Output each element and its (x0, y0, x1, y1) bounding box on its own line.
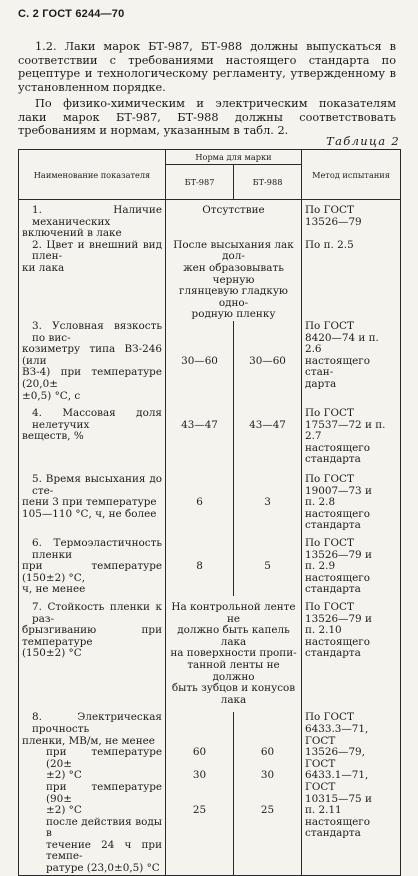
cell-line: включений в лаке (22, 227, 122, 240)
cell-line (169, 736, 230, 748)
cell-line: при температуре (20± (46, 746, 162, 770)
cell-line: козиметру типа ВЗ-246 (или (22, 343, 162, 367)
cell-line: По ГОСТ (305, 537, 354, 550)
cell-line: 3 (264, 496, 271, 509)
cell-line (169, 794, 230, 806)
cell-line: 25 (192, 804, 207, 817)
cell-indicator-name (19, 538, 166, 596)
cell-line: 7. Стойкость пленки к раз- (32, 601, 162, 625)
cell-line: п. 2.10 настоящего (305, 624, 371, 648)
cell-line: дарта (305, 377, 337, 390)
cell-line: ±2) °С (46, 769, 82, 782)
cell-line: 4. Массовая доля нелетучих (32, 407, 162, 431)
cell-norm-bt988 (234, 321, 302, 402)
cell-line: По ГОСТ (305, 473, 354, 486)
cell-line: 17537—72 и п. 2.7 (305, 418, 386, 443)
cell-line: 5 (264, 560, 271, 573)
table-row (19, 408, 401, 466)
cell-line: настоящего (305, 441, 371, 454)
cell-line (237, 344, 298, 356)
cell-indicator-name (19, 408, 166, 466)
cell-line: 30 (260, 769, 275, 782)
cell-line: стандарта (305, 647, 361, 660)
cell-norm-bt987 (166, 712, 234, 875)
cell-line (169, 782, 230, 794)
cell-line: ч, не менее (22, 583, 86, 596)
cell-line: лака (220, 693, 247, 706)
cell-line (169, 759, 230, 771)
cell-line: ВЗ-4) при температуре (20,0± (22, 366, 162, 390)
cell-line: ±2) °С (46, 804, 82, 817)
cell-line: ГОСТ (305, 757, 336, 770)
cell-line: течение 24 ч при темпе- (46, 838, 162, 863)
table-row (19, 712, 401, 875)
cell-line: По п. 2.5 (305, 238, 354, 251)
cell-line: глянцевую гладкую одно- (179, 285, 288, 309)
header-method: Метод испытания (302, 150, 401, 200)
cell-line: 60 (192, 746, 207, 759)
cell-line: ГОСТ (305, 734, 336, 747)
cell-line: 30 (192, 769, 207, 782)
cell-line: По ГОСТ (305, 204, 354, 216)
header-bt987: БТ-987 (166, 165, 234, 200)
table-caption: Таблица 2 (326, 134, 400, 148)
cell-line: быть зубцов и конусов (171, 682, 296, 695)
cell-test-method (302, 474, 401, 532)
cell-line: 6433.1—71, (305, 769, 369, 782)
cell-line: стандарта (305, 453, 361, 466)
cell-indicator-name (19, 602, 166, 706)
cell-line: По ГОСТ (305, 711, 354, 724)
cell-line: 60 (260, 746, 275, 759)
cell-line (169, 321, 230, 333)
cell-line: 43—47 (249, 418, 286, 431)
cell-line: п. 2.9 настоящего (305, 560, 371, 584)
cell-test-method (302, 712, 401, 875)
cell-test-method (302, 200, 401, 240)
cell-line: По ГОСТ (305, 407, 354, 420)
cell-line (169, 474, 230, 486)
cell-line: стандарта (305, 827, 361, 840)
cell-line: родную пленку (191, 308, 276, 321)
table-header-row (19, 150, 401, 165)
cell-norm-bt988 (234, 474, 302, 532)
cell-line: веществ, % (22, 430, 84, 443)
cell-indicator-name (19, 321, 166, 402)
cell-line: 3. Условная вязкость по вис- (32, 319, 162, 344)
cell-line: брызгиванию при температуре (22, 624, 162, 648)
cell-line: должно быть капель лака (177, 624, 290, 648)
cell-line: 5. Время высыхания до сте- (32, 473, 162, 497)
cell-line: 13526—79, (305, 746, 365, 759)
cell-line: жен образовывать черную (183, 261, 284, 286)
cell-line: ГОСТ (305, 780, 336, 793)
cell-line: при температуре (90± (46, 780, 162, 805)
cell-line: на поверхности пропи- (170, 647, 297, 660)
cell-line: На контрольной ленте не (171, 601, 296, 625)
cell-line (169, 724, 230, 736)
cell-line: 105—110 °С, ч, не более (22, 507, 157, 520)
cell-line: 19007—73 и (305, 484, 372, 497)
cell-line: По ГОСТ (305, 601, 354, 613)
cell-line (237, 321, 298, 333)
cell-norm-bt987 (166, 474, 234, 532)
cell-line: 13526—79 и (305, 548, 372, 561)
cell-line: 1. Наличие механических (32, 204, 162, 228)
cell-line: 30—60 (249, 354, 286, 367)
cell-line: 2. Цвет и внешний вид плен- (32, 238, 162, 263)
cell-line: танной ленты не должно (187, 658, 280, 683)
cell-norm-bt988 (234, 538, 302, 596)
cell-line: пленки, МВ/м, не менее (22, 734, 155, 747)
cell-line: ±0,5) °С, с (22, 389, 81, 402)
table-row (19, 200, 401, 240)
cell-line: п. 2.8 настоящего (305, 496, 371, 520)
cell-line: ки лака (22, 261, 65, 274)
table-row (19, 474, 401, 532)
cell-indicator-name (19, 240, 166, 321)
cell-test-method (302, 538, 401, 596)
cell-test-method (302, 602, 401, 706)
table-row (19, 240, 401, 321)
cell-norm-bt988 (234, 712, 302, 875)
cell-line: 8420—74 и п. 2.6 (305, 331, 379, 356)
cell-norm-both (166, 200, 302, 240)
cell-indicator-name (19, 712, 166, 875)
cell-line: 43—47 (181, 418, 218, 431)
cell-line: Отсутствие (202, 204, 265, 216)
table-row (19, 602, 401, 706)
paragraph-requirements: По физико-химическим и электрическим показателям лаки марок БТ-987, БТ-988 должны соответствовать требованиям и нормам, указанным в табл. 2. (18, 97, 396, 138)
cell-line (237, 474, 298, 486)
header-name: Наименование показателя (19, 150, 166, 200)
cell-norm-bt987 (166, 408, 234, 466)
cell-line (169, 344, 230, 356)
cell-line: стандарта (305, 519, 361, 532)
table-row (19, 321, 401, 402)
cell-norm-both (166, 602, 302, 706)
cell-line (169, 408, 230, 420)
cell-test-method (302, 321, 401, 402)
cell-indicator-name (19, 200, 166, 240)
cell-line: 30—60 (181, 354, 218, 367)
cell-line (169, 712, 230, 724)
cell-line: По ГОСТ (305, 319, 354, 332)
cell-line: После высыхания лак дол- (173, 238, 294, 263)
cell-line (237, 782, 298, 794)
specifications-table (18, 149, 401, 876)
cell-norm-bt988 (234, 408, 302, 466)
cell-line: стандарта (305, 583, 361, 596)
cell-line: настоящего стан- (305, 354, 371, 379)
cell-line: после действия воды в (46, 815, 162, 840)
cell-line (237, 408, 298, 420)
cell-norm-both (166, 240, 302, 321)
cell-test-method (302, 240, 401, 321)
cell-indicator-name (19, 474, 166, 532)
cell-line: 6433.3—71, (305, 722, 369, 735)
cell-line (169, 538, 230, 550)
cell-line: пени 3 при температуре (22, 496, 157, 509)
cell-line: п. 2.11 настоящего (305, 804, 371, 828)
cell-line (237, 759, 298, 771)
page-header: С. 2 ГОСТ 6244—70 (18, 8, 125, 20)
cell-line (237, 724, 298, 736)
cell-line: 10315—75 и (305, 792, 372, 805)
cell-line: (150±2) °С (22, 647, 82, 660)
cell-line: 8. Электрическая прочность (32, 711, 162, 735)
table-row (19, 538, 401, 596)
cell-line: 6. Термоэластичность пленки (32, 537, 162, 561)
cell-line (237, 712, 298, 724)
cell-line (237, 538, 298, 550)
paragraph-1-2: 1.2. Лаки марок БТ-987, БТ-988 должны выпускаться в соответствии с требованиями настоящего стандарта по рецептуре и технологическому регламенту, утвержденному в установленном порядке. (18, 40, 396, 94)
header-norm: Норма для марки (166, 150, 302, 165)
cell-line (237, 794, 298, 806)
cell-line (237, 736, 298, 748)
cell-line: 13526—79 (305, 215, 362, 228)
cell-line: 6 (196, 496, 203, 509)
cell-line: ратуре (23,0±0,5) °С (46, 862, 160, 875)
header-bt988: БТ-988 (234, 165, 302, 200)
cell-test-method (302, 408, 401, 466)
cell-line: 8 (196, 560, 203, 573)
cell-norm-bt987 (166, 538, 234, 596)
cell-line: при температуре (150±2) °С, (22, 560, 162, 584)
cell-line: 25 (260, 804, 275, 817)
cell-norm-bt987 (166, 321, 234, 402)
cell-line: 13526—79 и (305, 612, 372, 625)
